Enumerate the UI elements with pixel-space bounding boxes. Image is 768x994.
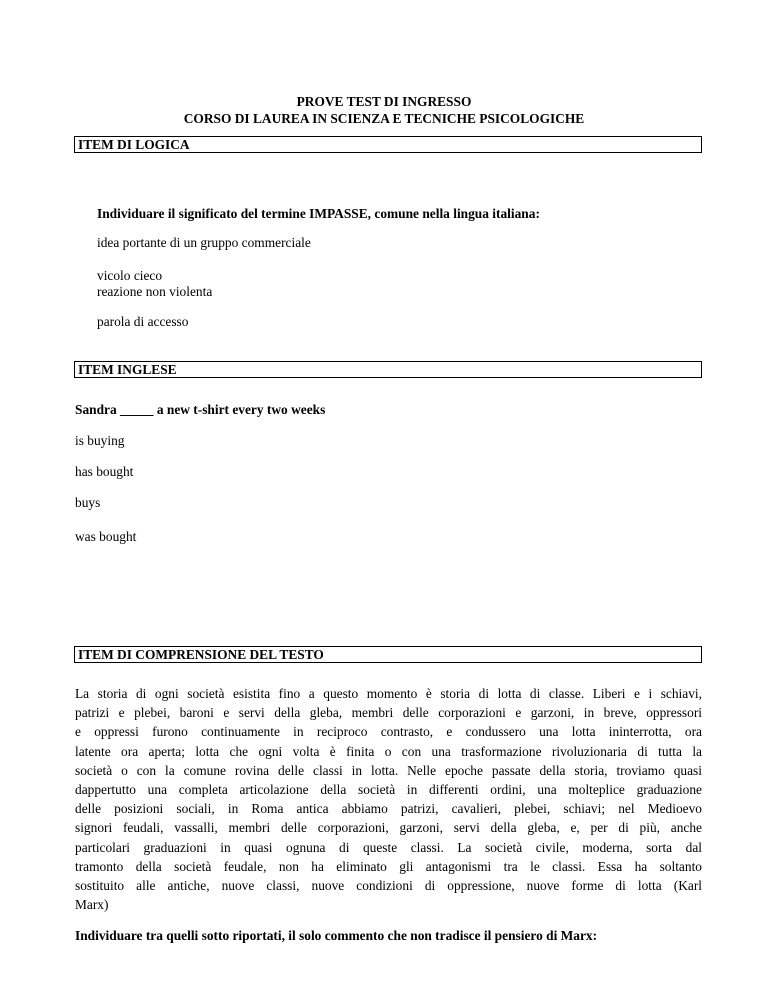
section-title-comprehension: ITEM DI COMPRENSIONE DEL TESTO [74, 646, 702, 663]
logic-option-4: parola di accesso [97, 314, 189, 329]
passage-line: Marx) [75, 897, 109, 913]
passage-line: latente ora aperta; lotta che ogni volta è finita o con una trasformazione rivoluzionaria di tutta la [75, 743, 702, 759]
logic-option-1: idea portante di un gruppo commerciale [97, 235, 311, 250]
english-option-3: buys [75, 495, 101, 510]
passage-line: delle posizioni sociali, in Roma antica abbiamo patrizi, cavalieri, plebei, schiavi; nel Medioevo [75, 801, 702, 817]
english-option-4: was bought [75, 529, 137, 544]
logic-question: Individuare il significato del termine IMPASSE, comune nella lingua italiana: [97, 206, 540, 221]
comprehension-question: Individuare tra quelli sotto riportati, il solo commento che non tradisce il pensiero di Marx: [75, 928, 598, 943]
comprehension-passage [75, 684, 702, 914]
passage-line: La storia di ogni società esistita fino a questo momento è storia di lotta di classe. Liberi e i schiavi, [75, 686, 702, 701]
english-question: Sandra _____ a new t-shirt every two weeks [75, 402, 326, 417]
english-option-2: has bought [75, 464, 134, 479]
section-title-english: ITEM INGLESE [74, 361, 702, 378]
passage-line: patrizi e plebei, baroni e servi della gleba, membri delle corporazioni e garzoni, in breve, oppressori [75, 705, 702, 721]
passage-line: tramonto della società feudale, non ha eliminato gli antagonismi tra le classi. Essa ha soltanto [75, 858, 702, 874]
passage-line: particolari graduazioni in quasi ognuna di queste classi. La società civile, moderna, sorta dal [75, 839, 702, 855]
passage-line: dappertutto una completa articolazione della società in differenti ordini, una molteplice graduazione [75, 782, 702, 798]
logic-option-3: reazione non violenta [97, 284, 213, 299]
passage-line: sostituito alle antiche, nuove classi, nuove condizioni di oppressione, nuove forme di lotta (Karl [75, 878, 702, 894]
passage-line: signori feudali, vassalli, membri delle corporazioni, garzoni, servi della gleba, e, per di più, anche [75, 820, 702, 836]
passage-line: società o con la comune rovina delle classi in lotta. Nelle epoche passate della storia, troviamo quasi [75, 762, 702, 778]
logic-option-2: vicolo cieco [97, 268, 163, 283]
passage-line: e oppressi furono continuamente in reciproco contrasto, e condussero una lotta ininterrotta, ora [75, 724, 702, 740]
document-title-line2: CORSO DI LAUREA IN SCIENZA E TECNICHE PSICOLOGICHE [183, 111, 585, 126]
section-title-logic: ITEM DI LOGICA [74, 136, 702, 153]
document-title-line1: PROVE TEST DI INGRESSO [296, 94, 472, 109]
english-option-1: is buying [75, 433, 125, 448]
